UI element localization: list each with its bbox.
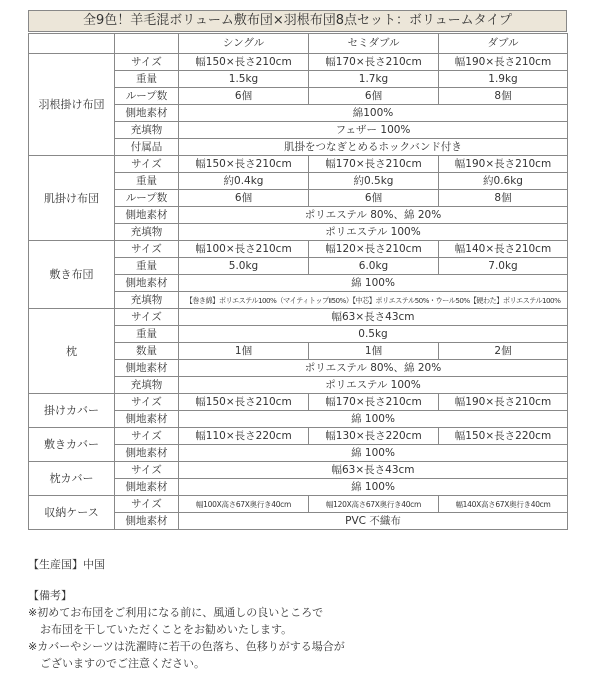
cell: 5.0kg <box>179 258 309 275</box>
row-label-accessory: 付属品 <box>115 139 179 156</box>
cell: 綿 100% <box>179 275 568 292</box>
cell: 6個 <box>309 88 439 105</box>
cell: 綿 100% <box>179 479 568 496</box>
row-label-size: サイズ <box>115 394 179 411</box>
category-hada-kakebuton: 肌掛け布団 <box>29 156 115 241</box>
column-single: シングル <box>179 34 309 54</box>
cell: 肌掛をつなぎとめるホックバンド付き <box>179 139 568 156</box>
cell: 1.7kg <box>309 71 439 88</box>
category-makura-cover: 枕カバー <box>29 462 115 496</box>
cell: 6個 <box>179 190 309 207</box>
row-label-weight: 重量 <box>115 258 179 275</box>
row-label-fabric: 側地素材 <box>115 105 179 122</box>
cell: 6個 <box>179 88 309 105</box>
cell: 1個 <box>179 343 309 360</box>
row-label-filling: 充填物 <box>115 377 179 394</box>
table-row <box>29 309 568 326</box>
cell: 1個 <box>309 343 439 360</box>
row-label-fabric: 側地素材 <box>115 411 179 428</box>
cell: 幅110×長さ220cm <box>179 428 309 445</box>
cell: 幅170×長さ210cm <box>309 156 439 173</box>
cell: 幅190×長さ210cm <box>439 394 568 411</box>
cell: ポリエステル 100% <box>179 224 568 241</box>
row-label-loops: ループ数 <box>115 190 179 207</box>
cell: 幅100×長さ210cm <box>179 241 309 258</box>
table-header-row <box>29 34 568 54</box>
category-shiki-cover: 敷きカバー <box>29 428 115 462</box>
cell: 幅170×長さ210cm <box>309 54 439 71</box>
remark-line: ※初めてお布団をご利用になる前に、風通しの良いところで <box>28 606 324 619</box>
row-label-loops: ループ数 <box>115 88 179 105</box>
row-label-fabric: 側地素材 <box>115 479 179 496</box>
cell: 0.5kg <box>179 326 568 343</box>
cell: 8個 <box>439 190 568 207</box>
category-makura: 枕 <box>29 309 115 394</box>
category-hane-kakebuton: 羽根掛け布団 <box>29 54 115 156</box>
cell: 幅140×長さ210cm <box>439 241 568 258</box>
row-label-filling: 充填物 <box>115 122 179 139</box>
table-row <box>29 241 568 258</box>
spec-table <box>28 33 568 530</box>
table-row <box>29 428 568 445</box>
cell: 6.0kg <box>309 258 439 275</box>
row-label-size: サイズ <box>115 54 179 71</box>
cell: 幅140X高さ67X奥行き40cm <box>439 496 568 513</box>
column-double: ダブル <box>439 34 568 54</box>
table-row <box>29 156 568 173</box>
cell: ポリエステル 80%、綿 20% <box>179 360 568 377</box>
cell: 【巻き綿】ポリエステル100%（マイティトップⅡ50%）【中芯】ポリエステル50%・ウール50%【硬わた】ポリエステル100% <box>179 292 568 309</box>
table-row <box>29 394 568 411</box>
remarks-heading: 【備考】 <box>28 589 72 602</box>
row-label-weight: 重量 <box>115 71 179 88</box>
cell: 幅190×長さ210cm <box>439 156 568 173</box>
row-label-weight: 重量 <box>115 173 179 190</box>
origin-text: 【生産国】中国 <box>28 558 105 571</box>
column-semi-double: セミダブル <box>309 34 439 54</box>
row-label-fabric: 側地素材 <box>115 445 179 462</box>
cell: 1.5kg <box>179 71 309 88</box>
cell: 幅190×長さ210cm <box>439 54 568 71</box>
cell: 8個 <box>439 88 568 105</box>
cell: 幅100X高さ67X奥行き40cm <box>179 496 309 513</box>
cell: 約0.5kg <box>309 173 439 190</box>
cell: 幅170×長さ210cm <box>309 394 439 411</box>
row-label-size: サイズ <box>115 241 179 258</box>
cell: 幅150×長さ220cm <box>439 428 568 445</box>
remark-line: ※カバーやシーツは洗濯時に若干の色落ち、色移りがする場合が <box>28 640 345 653</box>
remark-line: お布団を干していただくことをお勧めいたします。 <box>40 623 293 636</box>
table-row <box>29 54 568 71</box>
cell: 幅150×長さ210cm <box>179 54 309 71</box>
row-label-fabric: 側地素材 <box>115 275 179 292</box>
row-label-filling: 充填物 <box>115 292 179 309</box>
row-label-size: サイズ <box>115 428 179 445</box>
row-label-weight: 重量 <box>115 326 179 343</box>
row-label-size: サイズ <box>115 309 179 326</box>
row-label-fabric: 側地素材 <box>115 513 179 530</box>
cell: 7.0kg <box>439 258 568 275</box>
cell: 幅120×長さ210cm <box>309 241 439 258</box>
row-label-fabric: 側地素材 <box>115 360 179 377</box>
cell: 幅130×長さ220cm <box>309 428 439 445</box>
cell: 1.9kg <box>439 71 568 88</box>
cell: 幅150×長さ210cm <box>179 156 309 173</box>
row-label-size: サイズ <box>115 496 179 513</box>
cell: 約0.4kg <box>179 173 309 190</box>
category-shiki-buton: 敷き布団 <box>29 241 115 309</box>
cell: 綿 100% <box>179 411 568 428</box>
cell: フェザー 100% <box>179 122 568 139</box>
cell: 幅150×長さ210cm <box>179 394 309 411</box>
row-label-size: サイズ <box>115 156 179 173</box>
cell: 綿 100% <box>179 445 568 462</box>
cell: 2個 <box>439 343 568 360</box>
category-shuno-case: 収納ケース <box>29 496 115 530</box>
row-label-size: サイズ <box>115 462 179 479</box>
header-corner <box>29 34 115 54</box>
cell: PVC 不織布 <box>179 513 568 530</box>
remark-line: ございますのでご注意ください。 <box>40 657 205 670</box>
header-label-blank <box>115 34 179 54</box>
cell: 6個 <box>309 190 439 207</box>
row-label-quantity: 数量 <box>115 343 179 360</box>
cell: 幅63×長さ43cm <box>179 309 568 326</box>
cell: 綿100% <box>179 105 568 122</box>
table-row <box>29 462 568 479</box>
table-title: 全9色！羊毛混ボリューム敷布団×羽根布団8点セット：ボリュームタイプ <box>28 10 567 32</box>
table-row <box>29 496 568 513</box>
category-kake-cover: 掛けカバー <box>29 394 115 428</box>
row-label-filling: 充填物 <box>115 224 179 241</box>
row-label-fabric: 側地素材 <box>115 207 179 224</box>
cell: ポリエステル 100% <box>179 377 568 394</box>
notes-section <box>28 556 578 672</box>
cell: 約0.6kg <box>439 173 568 190</box>
cell: ポリエステル 80%、綿 20% <box>179 207 568 224</box>
cell: 幅120X高さ67X奥行き40cm <box>309 496 439 513</box>
cell: 幅63×長さ43cm <box>179 462 568 479</box>
